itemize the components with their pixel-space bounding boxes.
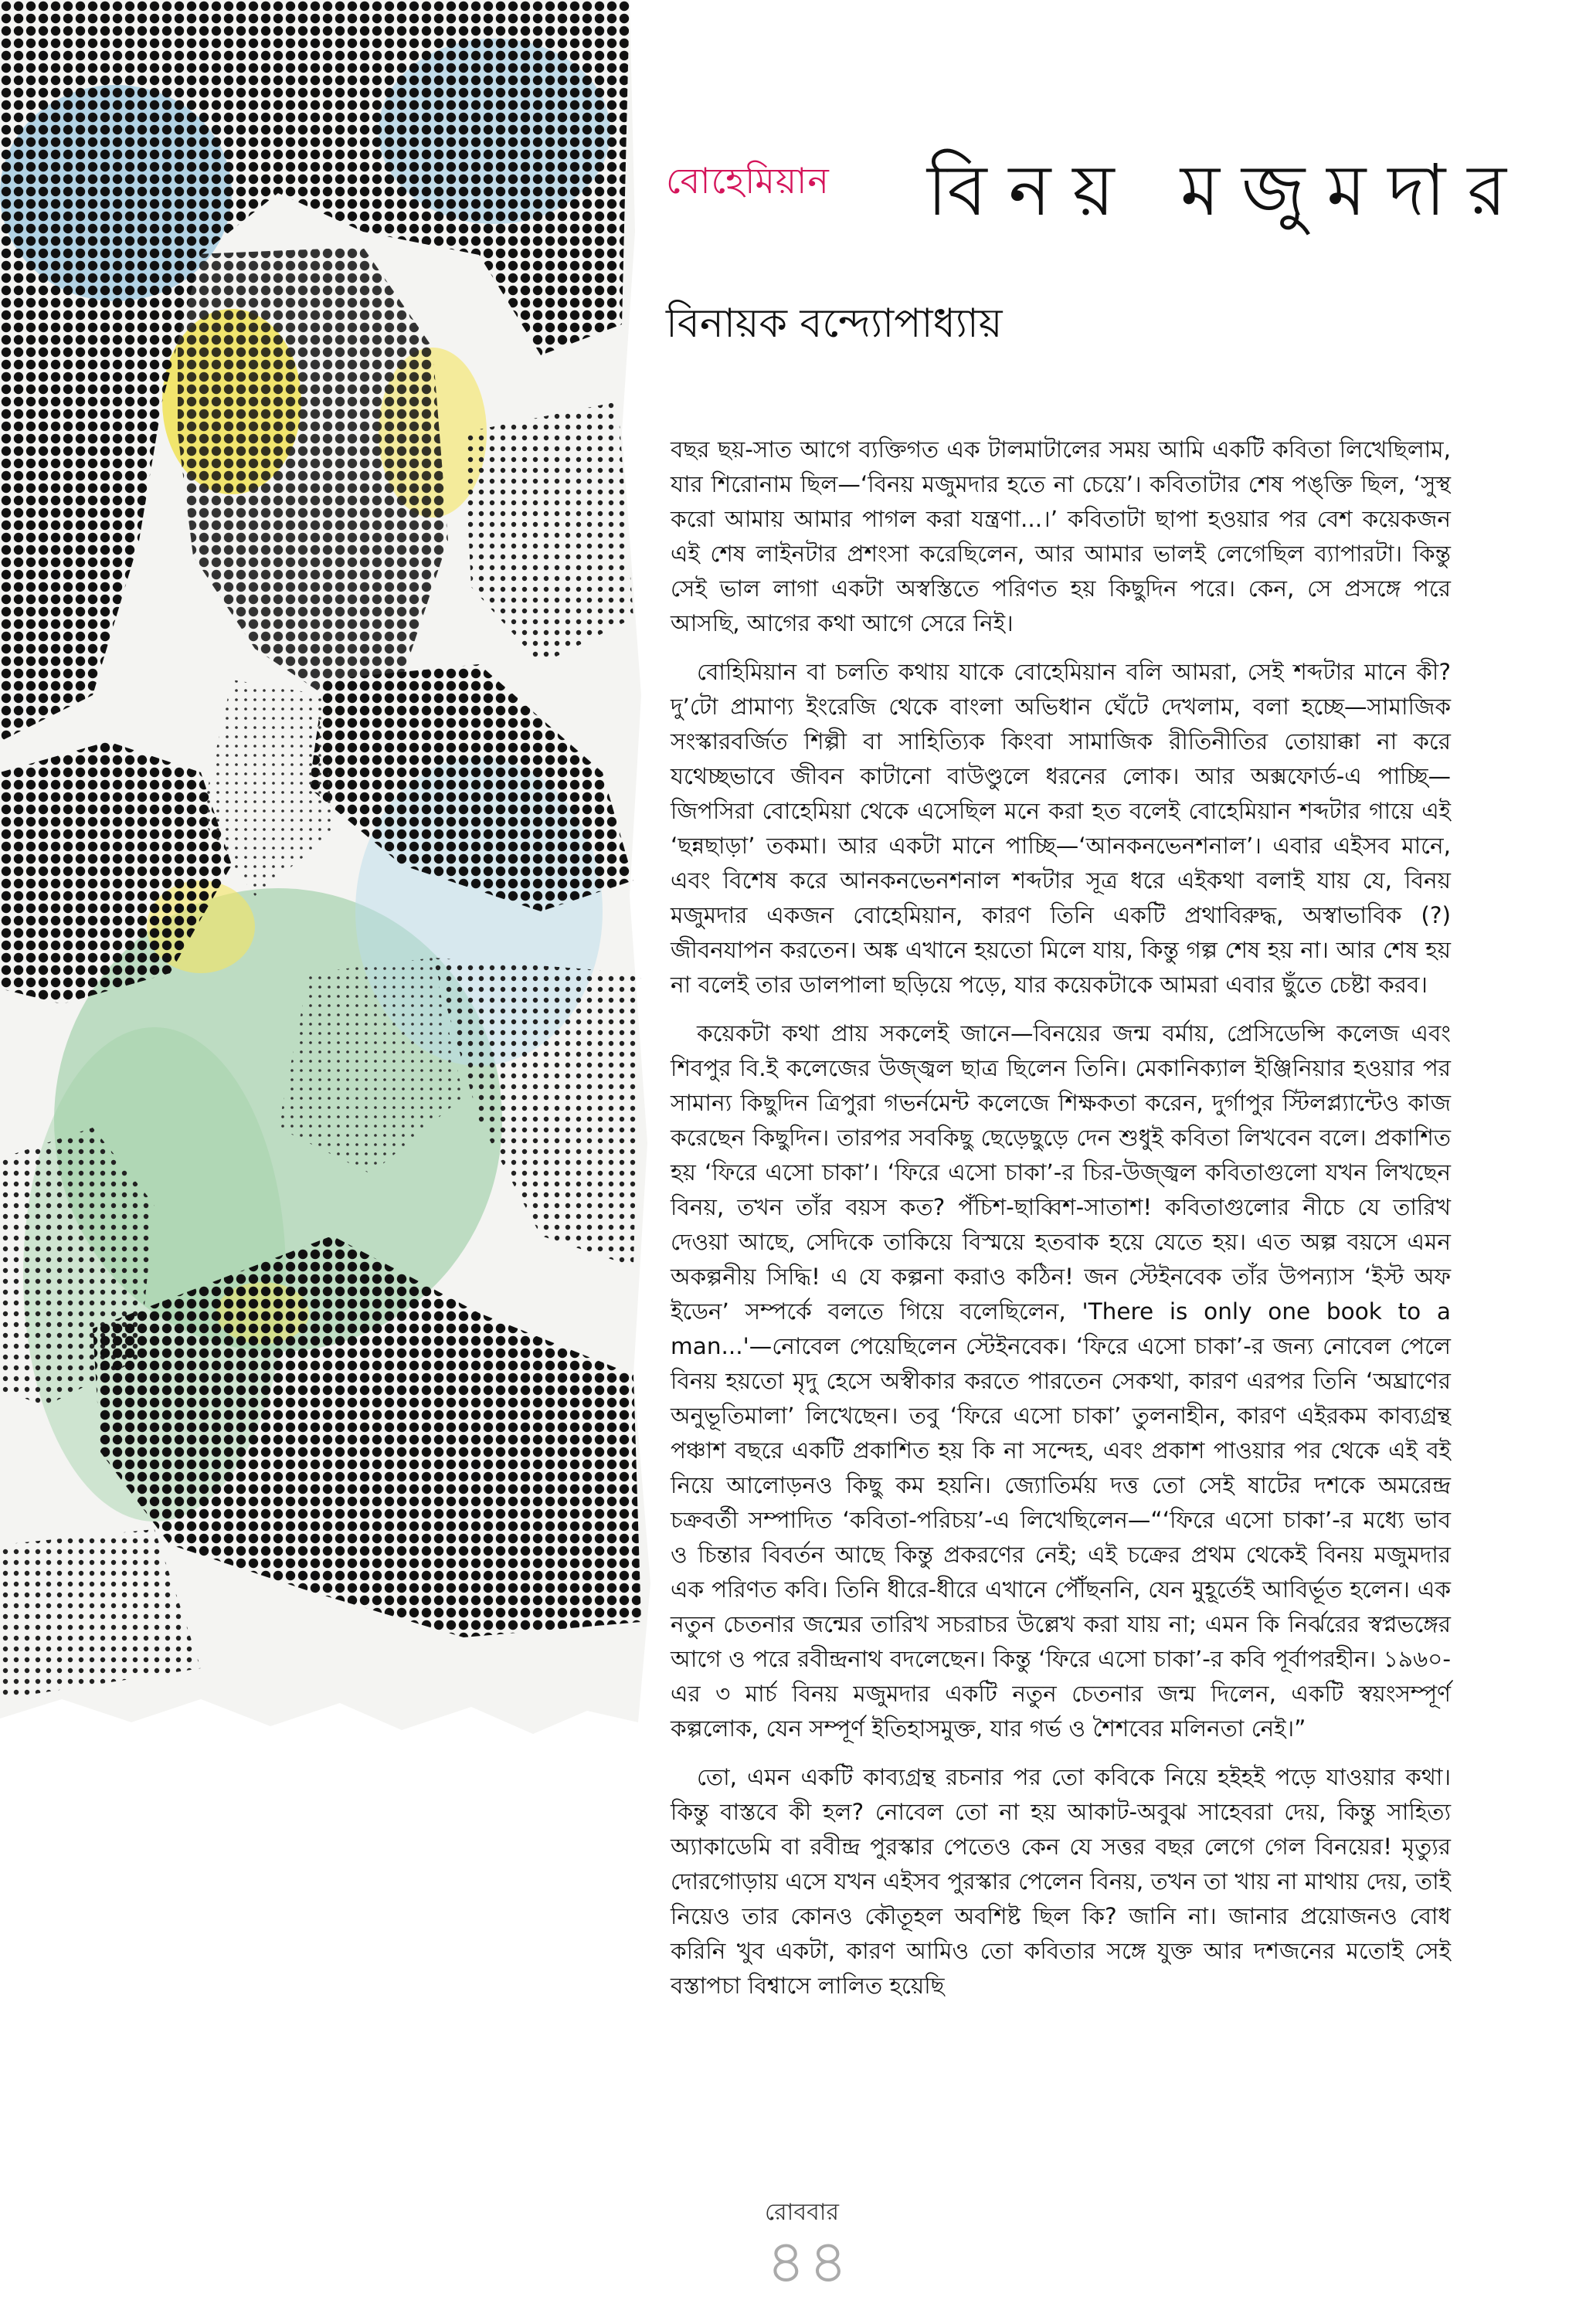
paragraph: বোহিমিয়ান বা চলতি কথায় যাকে বোহেমিয়ান বলি আমরা, সেই শব্দটার মানে কী? দু’টো প্রামাণ্য ইংরেজি থেকে বাংলা অভিধান ঘেঁটে দেখলাম, বলা হচ্ছে—সামাজিক সংস্কারবর্জিত শিল্পী বা সাহিত্যিক কিংবা সামাজিক রীতিনীতির তোয়াক্কা না করে যথেচ্ছভাবে জীবন কাটানো বাউণ্ডুলে ধরনের লোক। আর অক্সফোর্ড-এ পাচ্ছি—জিপসিরা বোহেমিয়া থেকে এসেছিল মনে করা হত বলেই বোহেমিয়ান শব্দটার গায়ে এই ‘ছন্নছাড়া’ তকমা। আর একটা মানে পাচ্ছি—‘আনকনভেনশনাল’। এবার এইসব মানে, এবং বিশেষ করে আনকনভেনশনাল শব্দটার সূত্র ধরে এইকথা বলাই যায় যে, বিনয় মজুমদার একজন বোহেমিয়ান, কারণ তিনি একটি প্রথাবিরুদ্ধ, অস্বাভাবিক (?) জীবনযাপন করতেন। অঙ্ক এখানে হয়তো মিলে যায়, কিন্তু গল্প শেষ হয় না। আর শেষ হয় না বলেই তার ডালপালা ছড়িয়ে পড়ে, যার কয়েকটাকে আমরা এবার ছুঁতে চেষ্টা করব। [671, 659, 1451, 998]
author-byline: বিনায়ক বন্দ্যোপাধ্যায় [666, 300, 1003, 347]
article-kicker: বোহেমিয়ান [666, 160, 830, 202]
page-number: ৪৪ [766, 2227, 851, 2297]
paragraph: তো, এমন একটি কাব্যগ্রন্থ রচনার পর তো কবিকে নিয়ে হইহই পড়ে যাওয়ার কথা। কিন্তু বাস্তবে কী হল? নোবেল তো না হয় আকাট-অবুঝ সাহেবরা দেয়, কিন্তু সাহিত্য অ্যাকাডেমি বা রবীন্দ্র পুরস্কার পেতেও কেন যে সত্তর বছর লেগে গেল বিনয়ের! মৃত্যুর দোরগোড়ায় এসে যখন এইসব পুরস্কার পেলেন বিনয়, তখন তা খায় না মাথায় দেয়, তাই নিয়েও তার কোনও কৌতূহল অবশিষ্ট ছিল কি? জানি না। জানার প্রয়োজনও বোধ করিনি খুব একটা, কারণ আমিও তো কবিতার সঙ্গে যুক্ত আর দশজনের মতোই সেই বস্তাপচা বিশ্বাসে লালিত হয়েছি [671, 1764, 1451, 1999]
paragraph: কয়েকটা কথা প্রায় সকলেই জানে—বিনয়ের জন্ম বর্মায়, প্রেসিডেন্সি কলেজ এবং শিবপুর বি.ই কলেজের উজ্জ্বল ছাত্র ছিলেন তিনি। মেকানিক্যাল ইঞ্জিনিয়ার হওয়ার পর সামান্য কিছুদিন ত্রিপুরা গভর্নমেন্ট কলেজে শিক্ষকতা করেন, দুর্গাপুর স্টিলপ্ল্যান্টেও কাজ করেছেন কিছুদিন। তারপর সবকিছু ছেড়েছুড়ে দেন শুধুই কবিতা লিখবেন বলে। প্রকাশিত হয় ‘ফিরে এসো চাকা’। ‘ফিরে এসো চাকা’-র চির-উজ্জ্বল কবিতাগুলো যখন লিখছেন বিনয়, তখন তাঁর বয়স কত? পঁচিশ-ছাব্বিশ-সাতাশ! কবিতাগুলোর নীচে যে তারিখ দেওয়া আছে, সেদিকে তাকিয়ে বিস্ময়ে হতবাক হয়ে যেতে হয়। এত অল্প বয়সে এমন অকল্পনীয় সিদ্ধি! এ যে কল্পনা করাও কঠিন! জন স্টেইনবেক তাঁর উপন্যাস ‘ইস্ট অফ ইডেন’ সম্পর্কে বলতে গিয়ে বলেছিলেন, 'There is only one book to a man...'—নোবেল পেয়েছিলেন স্টেইনবেক। ‘ফিরে এসো চাকা’-র জন্য নোবেল পেলে বিনয় হয়তো মৃদু হেসে অস্বীকার করতে পারতেন সেকথা, কারণ এরপর তিনি ‘অঘ্রাণের অনুভূতিমালা’ লিখেছেন। তবু ‘ফিরে এসো চাকা’ তুলনাহীন, কারণ এইরকম কাব্যগ্রন্থ পঞ্চাশ বছরে একটি প্রকাশিত হয় কি না সন্দেহ, এবং প্রকাশ পাওয়ার পর থেকে এই বই নিয়ে আলোড়নও কিছু কম হয়নি। জ্যোতির্ময় দত্ত তো সেই ষাটের দশকে অমরেন্দ্র চক্রবর্তী সম্পাদিত ‘কবিতা-পরিচয়’-এ লিখেছিলেন—“‘ফিরে এসো চাকা’-র মধ্যে ভাব ও চিন্তার বিবর্তন আছে কিন্তু প্রকরণের নেই; এই চক্রের প্রথম থেকেই বিনয় মজুমদার এক পরিণত কবি। তিনি ধীরে-ধীরে এখানে পৌঁছননি, যেন মুহূর্তেই আবির্ভূত হলেন। এক নতুন চেতনার জন্মের তারিখ সচরাচর উল্লেখ করা যায় না; এমন কি নির্ঝরের স্বপ্নভঙ্গের আগে ও পরে রবীন্দ্রনাথ বদলেছেন। কিন্তু ‘ফিরে এসো চাকা’-র কবি পূর্বাপরহীন। ১৯৬০-এর ৩ মার্চ বিনয় মজুমদার একটি নতুন চেতনার জন্ম দিলেন, একটি স্বয়ংসম্পূর্ণ কল্পলোক, যেন সম্পূর্ণ ইতিহাসমুক্ত, যার গর্ভ ও শৈশবের মলিনতা নেই।” [671, 1020, 1451, 1742]
article-body [671, 433, 1451, 2017]
halftone-portrait-illustration [0, 0, 657, 1776]
publication-name: রোববার [765, 2199, 839, 2226]
article-title: বিনয় মজুমদার [927, 149, 1528, 232]
paragraph: বছর ছয়-সাত আগে ব্যক্তিগত এক টালমাটালের সময় আমি একটি কবিতা লিখেছিলাম, যার শিরোনাম ছিল—‘বিনয় মজুমদার হতে না চেয়ে’। কবিতাটার শেষ পঙ্‌ক্তি ছিল, ‘সুস্থ করো আমায় আমার পাগল করা যন্ত্রণা...।’ কবিতাটা ছাপা হওয়ার পর বেশ কয়েকজন এই শেষ লাইনটার প্রশংসা করেছিলেন, আর আমার ভালই লেগেছিল ব্যাপারটা। কিন্তু সেই ভাল লাগা একটা অস্বস্তিতে পরিণত হয় কিছুদিন পরে। কেন, সে প্রসঙ্গে পরে আসছি, আগের কথা আগে সেরে নিই। [671, 436, 1451, 636]
